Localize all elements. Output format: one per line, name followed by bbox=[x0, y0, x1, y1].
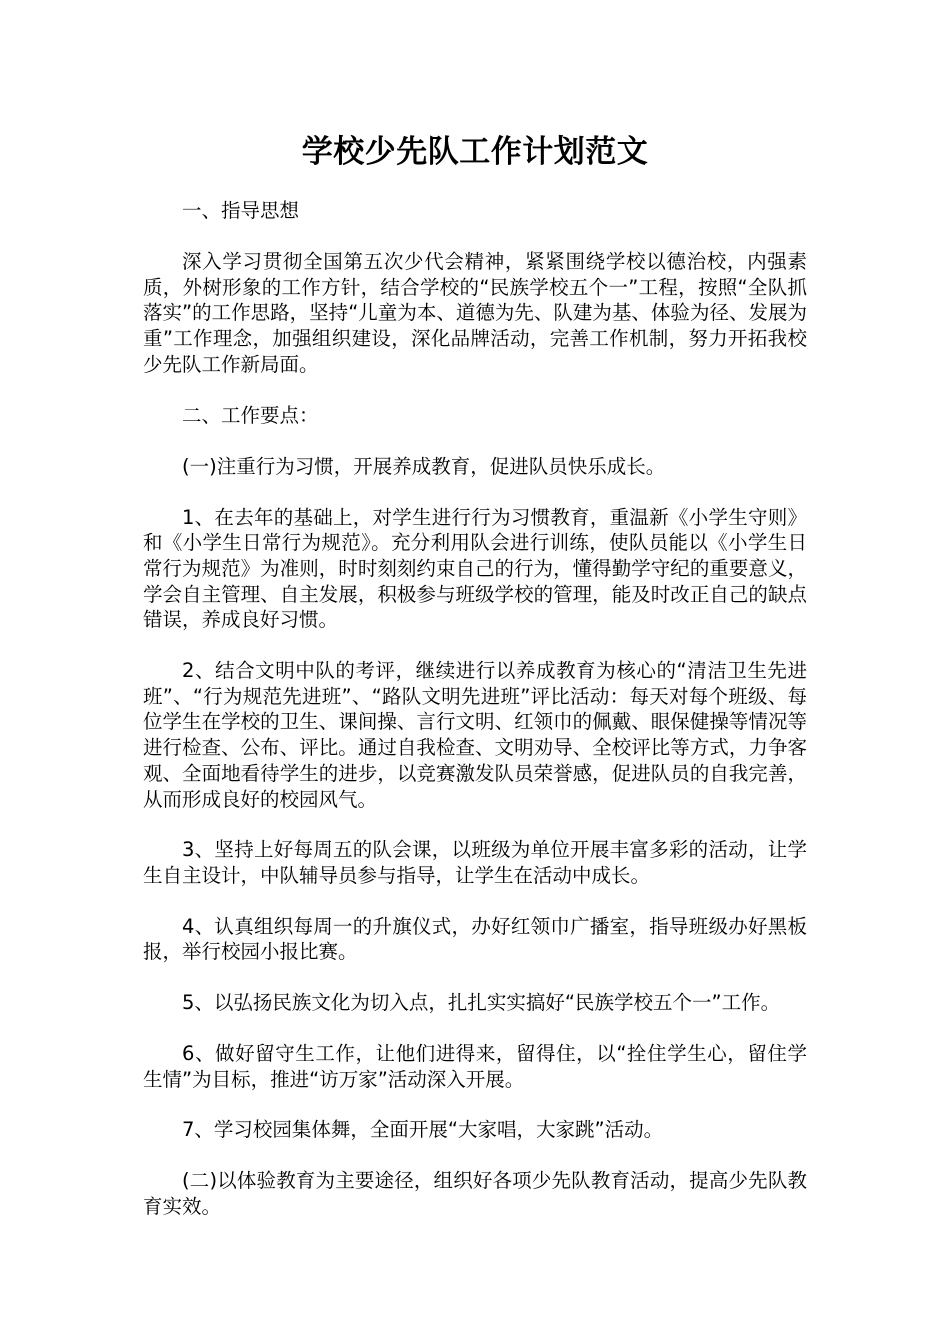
list-item-7: 7、学习校园集体舞，全面开展“大家唱，大家跳”活动。 bbox=[182, 1118, 664, 1142]
section-heading-guiding-ideology: 一、指导思想 bbox=[182, 199, 300, 222]
list-item-6: 6、做好留守生工作，让他们进得来，留得住，以“拴住学生心，留住学生情”为目标，推进“访万家”活动深入开展。 bbox=[143, 1042, 807, 1091]
list-item-2: 2、结合文明中队的考评，继续进行以养成教育为核心的“清洁卫生先进班”、“行为规范先进班”、“路队文明先进班”评比活动：每天对每个班级、每位学生在学校的卫生、课间操、言行文明、红领巾的佩戴、眼保健操等情况等进行检查、公布、评比。通过自我检查、文明劝导、全校评比等方式，力争客观、全面地看待学生的进步，以竞赛激发队员荣誉感，促进队员的自我完善，从而形成良好的校园风气。 bbox=[143, 659, 807, 811]
subsection-heading-1: (一)注重行为习惯，开展养成教育，促进队员快乐成长。 bbox=[182, 454, 666, 478]
subsection-heading-2: (二)以体验教育为主要途径，组织好各项少先队教育活动，提高少先队教育实效。 bbox=[143, 1169, 807, 1219]
list-item-1: 1、在去年的基础上，对学生进行行为习惯教育，重温新《小学生守则》和《小学生日常行为规范》。充分利用队会进行训练，使队员能以《小学生日常行为规范》为准则，时时刻刻约束自己的行为，懂得勤学守纪的重要意义，学会自主管理、自主发展，积极参与班级学校的管理，能及时改正自己的缺点错误，养成良好习惯。 bbox=[143, 505, 807, 632]
document-title: 学校少先队工作计划范文 bbox=[301, 134, 649, 170]
list-item-5: 5、以弘扬民族文化为切入点，扎扎实实搞好“民族学校五个一”工作。 bbox=[182, 991, 781, 1015]
list-item-4: 4、认真组织每周一的升旗仪式，办好红领巾广播室，指导班级办好黑板报，举行校园小报比赛。 bbox=[143, 914, 807, 964]
paragraph-guiding-ideology: 深入学习贯彻全国第五次少代会精神，紧紧围绕学校以德治校，内强素质，外树形象的工作方针，结合学校的“民族学校五个一”工程，按照“全队抓落实”的工作思路，坚持“儿童为本、道德为先、队建为基、体验为径、发展为重”工作理念，加强组织建设，深化品牌活动，完善工作机制，努力开拓我校少先队工作新局面。 bbox=[143, 250, 807, 376]
list-item-3: 3、坚持上好每周五的队会课，以班级为单位开展丰富多彩的活动，让学生自主设计，中队辅导员参与指导，让学生在活动中成长。 bbox=[143, 838, 807, 887]
section-heading-work-points: 二、工作要点： bbox=[182, 403, 319, 427]
